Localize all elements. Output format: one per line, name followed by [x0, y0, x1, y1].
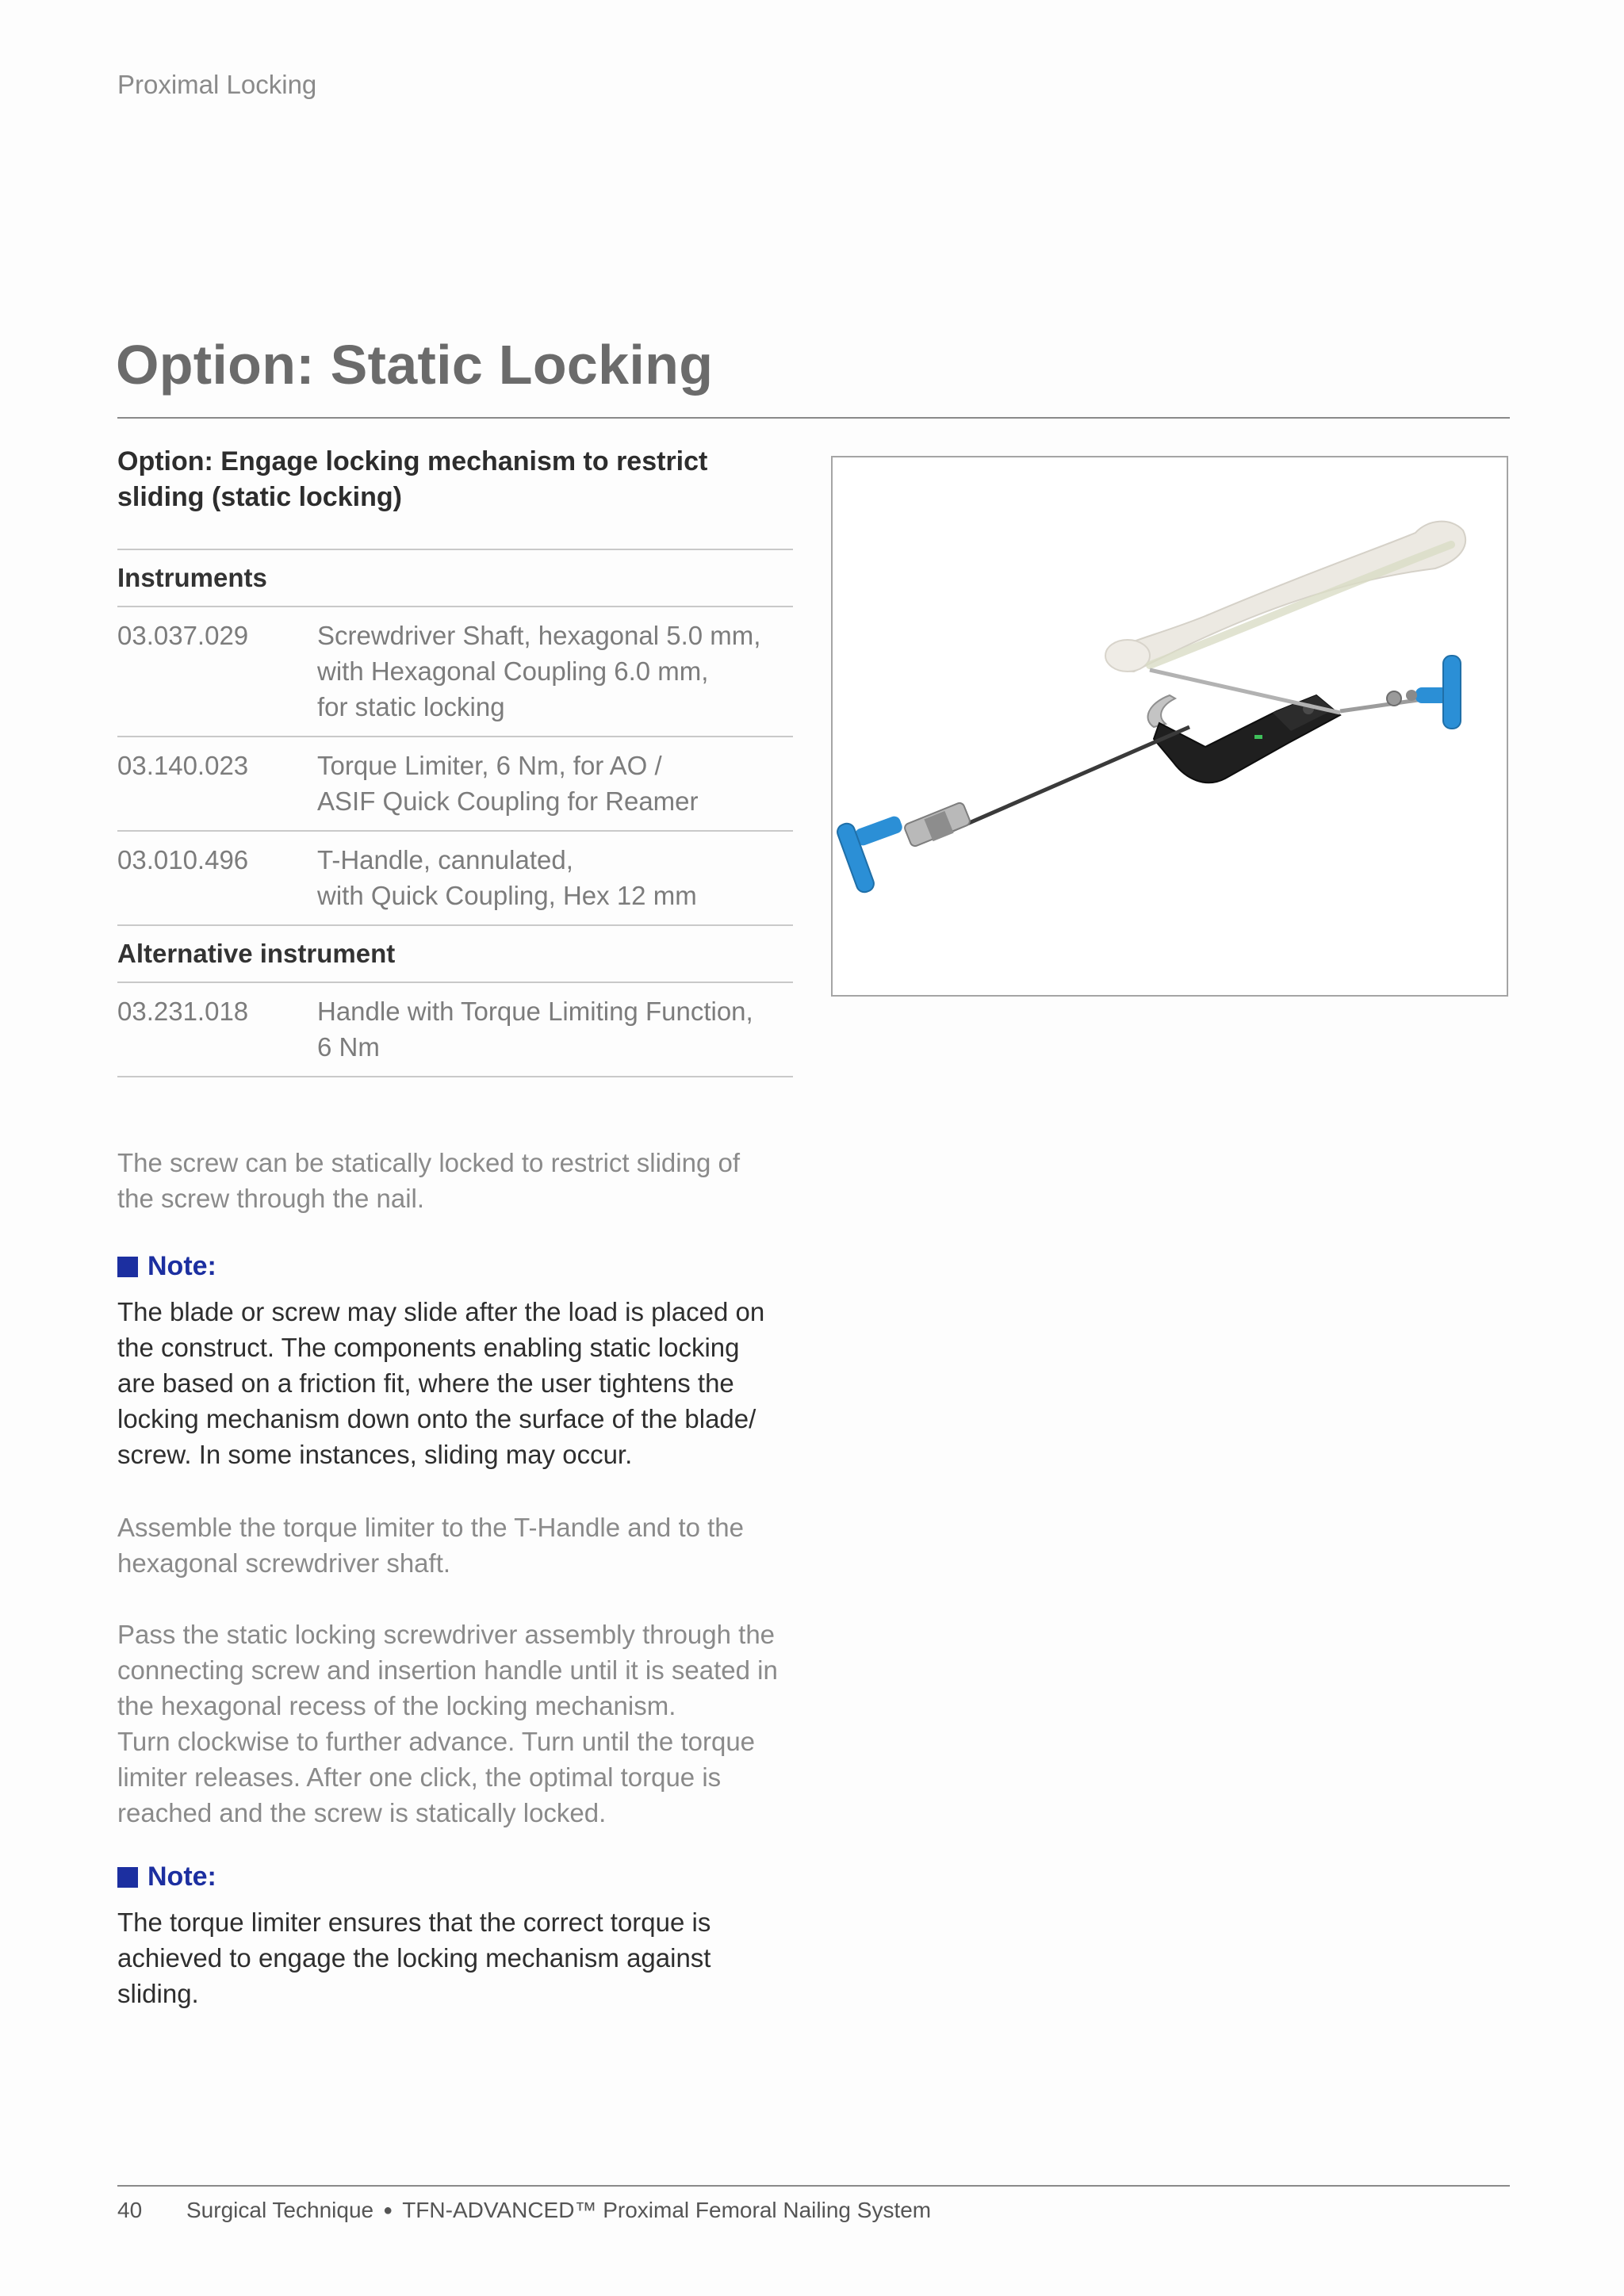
paragraph-assemble: [117, 1510, 799, 1581]
text-line: achieved to engage the locking mechanism against: [117, 1943, 711, 1973]
description-line: 6 Nm: [317, 1032, 380, 1062]
text-line: Pass the static locking screwdriver assembly through the: [117, 1620, 776, 1649]
running-header: Proximal Locking: [117, 70, 317, 99]
table-row: [117, 607, 793, 736]
description-line: Handle with Torque Limiting Function,: [317, 997, 753, 1026]
text-line: the screw through the nail.: [117, 1184, 425, 1213]
page-footer: [117, 2198, 931, 2223]
description-line: Torque Limiter, 6 Nm, for AO /: [317, 751, 662, 780]
description-line: T-Handle, cannulated,: [317, 845, 573, 874]
text-line: connecting screw and insertion handle until it is seated in: [117, 1655, 778, 1685]
table-rule: [117, 1076, 793, 1077]
insertion-handle: [1148, 695, 1340, 783]
t-handle-right: [1387, 656, 1461, 729]
step-subheading: Option: Engage locking mechanism to restrict sliding (static locking): [117, 446, 708, 512]
text-line: The torque limiter ensures that the correct torque is: [117, 1908, 711, 1937]
note-body: [117, 1904, 799, 2011]
description-line: ASIF Quick Coupling for Reamer: [317, 786, 699, 816]
article-description: [317, 842, 793, 913]
article-number: 03.140.023: [117, 751, 249, 780]
text-line: limiter releases. After one click, the optimal torque is: [117, 1762, 722, 1792]
text-line: screw. In some instances, sliding may occur.: [117, 1440, 633, 1469]
table-row: [117, 737, 793, 830]
document-type: Surgical Technique: [186, 2198, 374, 2222]
paragraph-static-locking: [117, 1145, 799, 1216]
text-line: The blade or screw may slide after the load is placed on: [117, 1297, 765, 1326]
footer-divider: [117, 2185, 1510, 2187]
page-title: Option: Static Locking: [116, 334, 714, 396]
text-line: the hexagonal recess of the locking mechanism.: [117, 1691, 676, 1720]
text-line: sliding.: [117, 1979, 199, 2008]
note-body: [117, 1294, 799, 1472]
note-heading: [117, 1862, 216, 1892]
note-square-icon: [117, 1867, 138, 1888]
note-heading: [117, 1251, 216, 1282]
text-line: reached and the screw is statically locked.: [117, 1798, 607, 1827]
article-number: 03.231.018: [117, 997, 249, 1026]
article-description: [317, 993, 793, 1065]
text-line: the construct. The components enabling static locking: [117, 1333, 740, 1362]
article-description: [317, 618, 793, 725]
indicator-light-icon: [1254, 735, 1262, 739]
description-line: for static locking: [317, 692, 505, 721]
note-label: Note:: [147, 1251, 216, 1281]
table-row: [117, 983, 793, 1076]
description-line: with Hexagonal Coupling 6.0 mm,: [317, 656, 709, 686]
note-label: Note:: [147, 1862, 216, 1892]
femur-bone-model: [1105, 522, 1465, 672]
text-line: are based on a friction fit, where the user tightens the: [117, 1368, 734, 1398]
instruments-table: [117, 549, 793, 1077]
text-line: The screw can be statically locked to restrict sliding of: [117, 1148, 740, 1177]
paragraph-pass-assembly: [117, 1617, 799, 1831]
instruments-heading: Instruments: [117, 563, 267, 592]
table-row: [117, 832, 793, 924]
description-line: Screwdriver Shaft, hexagonal 5.0 mm,: [317, 621, 761, 650]
text-line: Assemble the torque limiter to the T-Handle and to the: [117, 1513, 745, 1542]
separator-bullet-icon: ●: [383, 2201, 393, 2219]
static-locking-assembly-illustration: [833, 457, 1507, 995]
instrument-photo-figure: [831, 456, 1508, 997]
article-description: [317, 748, 793, 819]
note-square-icon: [117, 1257, 138, 1277]
product-name: TFN-ADVANCED™ Proximal Femoral Nailing System: [402, 2198, 932, 2222]
text-line: hexagonal screwdriver shaft.: [117, 1548, 451, 1578]
text-line: Turn clockwise to further advance. Turn until the torque: [117, 1727, 756, 1756]
torque-limiter: [903, 802, 971, 848]
title-divider: [117, 417, 1510, 419]
page-number: 40: [117, 2198, 143, 2222]
article-number: 03.010.496: [117, 845, 249, 874]
text-line: locking mechanism down onto the surface of the blade/: [117, 1404, 756, 1433]
description-line: with Quick Coupling, Hex 12 mm: [317, 881, 697, 910]
article-number: 03.037.029: [117, 621, 249, 650]
t-handle-left: [835, 814, 904, 894]
alternative-instrument-heading: Alternative instrument: [117, 939, 396, 968]
